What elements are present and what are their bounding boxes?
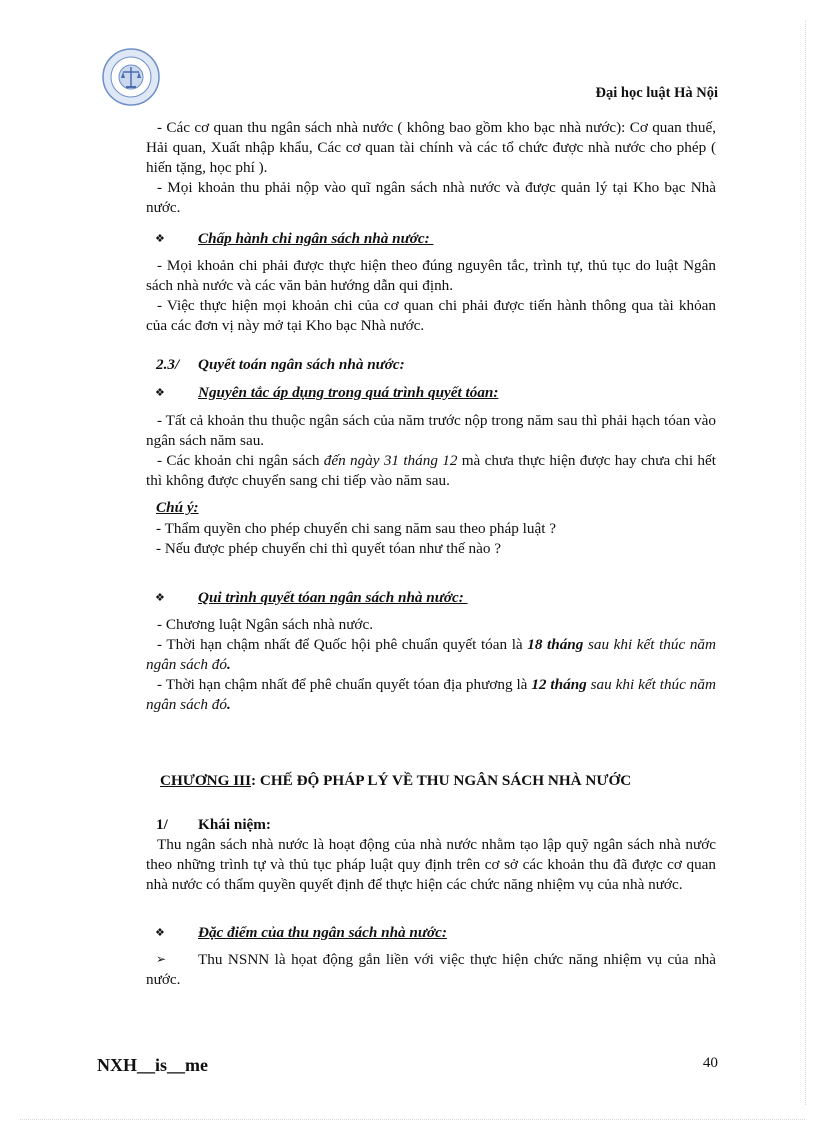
paragraph: - Chương luật Ngân sách nhà nước. [157, 616, 373, 633]
text-run: - Thời hạn chậm nhất để phê chuẩn quyết tóan địa phương là [157, 676, 532, 693]
paragraph: - Mọi khoản chi phải được thực hiện theo đúng nguyên tắc, trình tự, thủ tục do luật Ngân sách nhà nước và các văn bản hướng dẫn qui định. [146, 257, 716, 294]
header-institution: Đại học luật Hà Nội [595, 85, 718, 101]
chapter-heading [160, 772, 631, 790]
text-run: . [227, 696, 231, 713]
paragraph: Thu ngân sách nhà nước là hoạt động của nhà nước nhằm tạo lập quỹ ngân sách nhà nước theo những trình tự và thủ tục pháp luật quy định trên cơ sở các khoản thu đã được cơ quan nhà nước có thẩm quyền quyết định để thực hiện các chức năng nhiệm vụ của nhà nước. [146, 836, 716, 893]
heading-text: Nguyên tắc áp dụng trong quá trình quyết tóan: [198, 384, 499, 401]
diamond-bullet-icon: ❖ [155, 927, 165, 939]
section-title: Quyết toán ngân sách nhà nước: [198, 356, 405, 373]
paragraph: - Các cơ quan thu ngân sách nhà nước ( không bao gồm kho bạc nhà nước): Cơ quan thuế, Hải quan, Xuất nhập khẩu, Các cơ quan tài chính và các tổ chức được nhà nước cho phép ( hiến tặng, học phí ). [146, 119, 716, 176]
paragraph: - Tất cả khoản thu thuộc ngân sách của năm trước nộp trong năm sau thì phải hạch tóan vào ngân sách năm sau. [146, 412, 716, 449]
text-run: mà chưa thực hiện được hay chưa chi hết thì không được chuyển sang chi tiếp vào năm sau. [146, 452, 716, 489]
diamond-bullet-icon: ❖ [155, 592, 165, 604]
text-run: - Các khoản chi ngân sách [157, 452, 324, 469]
diamond-bullet-icon: ❖ [155, 233, 165, 245]
heading-text: Qui trình quyết tóan ngân sách nhà nước: [198, 589, 468, 606]
chapter-title: : CHẾ ĐỘ PHÁP LÝ VỀ THU NGÂN SÁCH NHÀ NƯỚC [251, 772, 632, 789]
spending-execution-block [146, 256, 716, 336]
paragraph: Thu NSNN là họat động gắn liền với việc thực hiện chức năng nhiệm vụ của nhà nước. [146, 951, 716, 988]
section-number: 2.3/ [156, 356, 180, 373]
footer-author: NXH__is__me [97, 1055, 208, 1075]
paragraph: - Việc thực hiện mọi khoản chi của cơ quan chi phải được tiến hành thông qua tài khỏan của các đơn vị này mở tại Kho bạc Nhà nước. [146, 297, 716, 334]
heading-text: Chấp hành chi ngân sách nhà nước: [198, 230, 434, 247]
settlement-principles-block [146, 411, 716, 491]
text-run: sau khi kết thúc năm ngân sách đó [146, 636, 716, 673]
concept-block [146, 835, 716, 895]
emphasis-date: đến ngày 31 tháng 12 [323, 452, 458, 469]
arrow-bullet-icon: ➢ [156, 952, 167, 966]
revenue-characteristics-block [146, 950, 716, 990]
law-university-seal-icon [101, 47, 161, 107]
note-line: - Thẩm quyền cho phép chuyển chi sang năm sau theo pháp luật ? [156, 520, 556, 537]
section-title: Khái niệm: [198, 816, 271, 833]
page-border-bottom [20, 1119, 805, 1120]
page-border-right [805, 20, 806, 1105]
note-line: - Nếu được phép chuyển chi thì quyết tóan như thế nào ? [156, 540, 502, 557]
diamond-bullet-icon: ❖ [155, 387, 165, 399]
collection-agencies-block [146, 118, 716, 218]
text-run: sau khi kết thúc năm ngân sách đó [146, 676, 716, 713]
section-number: 1/ [156, 816, 168, 833]
chapter-label: CHƯƠNG III [160, 772, 251, 789]
page-number: 40 [702, 1054, 718, 1071]
emphasis-deadline: 18 tháng [527, 636, 584, 653]
note-block [156, 519, 716, 559]
paragraph: - Mọi khoản thu phải nộp vào quĩ ngân sách nhà nước và được quản lý tại Kho bạc Nhà nước. [146, 179, 716, 216]
paragraph [146, 675, 716, 715]
note-title: Chú ý: [156, 499, 199, 516]
emphasis-deadline: 12 tháng [531, 676, 587, 693]
text-run: - Thời hạn chậm nhất để Quốc hội phê chuẩn quyết tóan là [157, 636, 528, 653]
heading-text: Đặc điểm của thu ngân sách nhà nước: [198, 924, 447, 941]
settlement-process-block [146, 615, 716, 715]
text-run: . [227, 656, 231, 673]
paragraph [146, 635, 716, 675]
paragraph [146, 451, 716, 491]
